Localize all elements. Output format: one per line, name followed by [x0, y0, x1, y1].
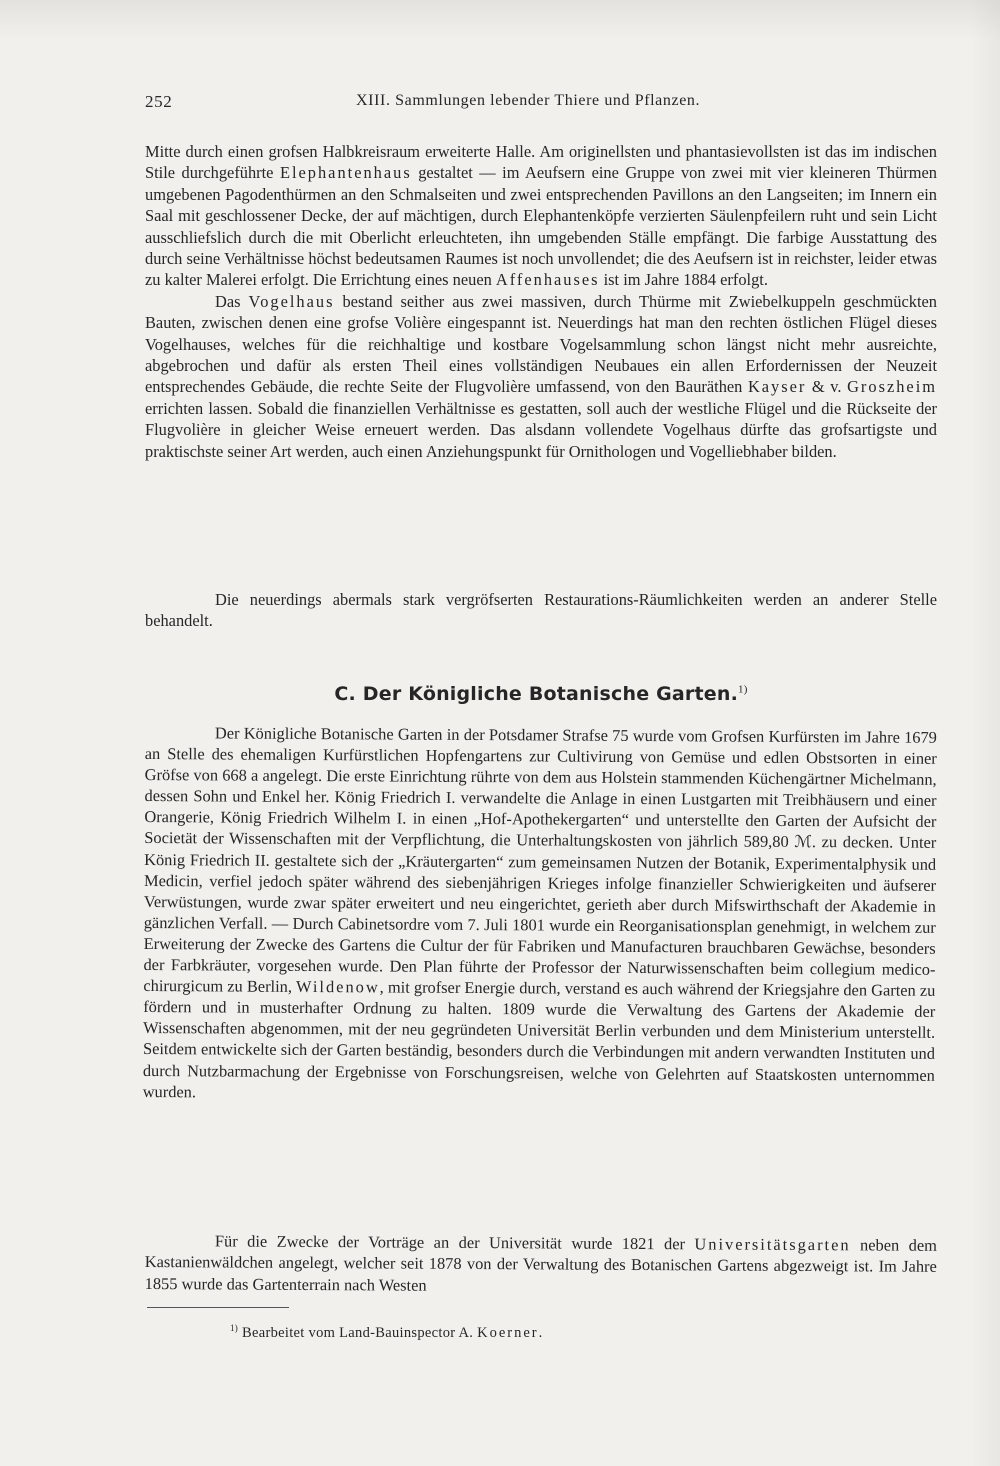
spaced-name: Groszheim	[847, 377, 937, 397]
paragraph-elephant-house: Mitte durch einen grofsen Halbkreisraum erweiterte Halle. Am originellsten und phantasievollsten ist das im indischen Stile durchgeführte Elephantenhaus gestaltet — im Aeufsern eine Gruppe von zwei mit vier kleineren Thürmen umgebenen Pagodenthürmen an den Schmalseiten und zwei entsprechenden Pavillons an den Langseiten; im Innern ein Saal mit geschlossener Decke, der auf mächtigen, durch Elephantenköpfe verzierten Säulenpfeilern ruht und sein Licht ausschliefslich durch die mit Oberlicht erleuchteten, ihn umgebenden Ställe empfängt. Die farbige Ausstattung des durch seine Verhältnisse höchst bedeutsamen Raumes ist noch unvollendet; die des Aeufsern ist in reichster, leider etwas zu kalter Malerei erfolgt. Die Errichtung eines neuen Affenhauses ist im Jahre 1884 erfolgt.	[145, 142, 937, 290]
spaced-name: Kayser	[747, 377, 807, 397]
section-heading: C. Der Königliche Botanische Garten.$^{1)}$	[334, 683, 748, 705]
spaced-name: Wildenow	[296, 977, 380, 997]
paragraph-university-garden: Für die Zwecke der Vorträge an der Universität wurde 1821 der Universitätsgarten neben dem Kastanienwäldchen angelegt, welcher seit 1878 von der Verwaltung des Botanischen Gartens abgezweigt ist. Im Jahre 1855 wurde das Gartenterrain nach Westen	[144, 1231, 937, 1295]
spaced-term: Affenhauses	[495, 270, 600, 290]
spaced-term: Vogelhaus	[248, 291, 335, 311]
text-block-zoo	[145, 141, 937, 462]
text-block-restaurant	[145, 589, 937, 632]
footnote-reference: 1)	[738, 683, 748, 696]
footnote-divider	[147, 1307, 289, 1308]
spaced-name: Koerner	[477, 1324, 539, 1341]
paragraph-botanical-history: Der Königliche Botanische Garten in der Potsdamer Strafse 75 wurde vom Grofsen Kurfürsten im Jahre 1679 an Stelle des ehemaligen Kurfürstlichen Hopfengartens zur Cultivirung von Gemüse und edlen Obstsorten in einer Gröfse von 668 a angelegt. Die erste Einrichtung rührte von dem aus Holstein stammenden Küchengärtner Michelmann, dessen Sohn und Enkel her. König Friedrich I. verwandelte die Anlage in einen Lustgarten mit Treibhäusern und einer Orangerie, König Friedrich Wilhelm I. in einen „Hof-Apothekergarten“ und unterstellte den Garten der Aufsicht der Societät der Wissenschaften mit der Verpflichtung, die Unterhaltungskosten von jährlich 589,80 ℳ. zu decken. Unter König Friedrich II. gestaltete sich der „Kräutergarten“ zum gemeinsamen Nutzen der Botanik, Experimentalphysik und Medicin, verfiel jedoch später während des siebenjährigen Krieges infolge finanzieller Schwierigkeiten und äufserer Verwüstungen, wurde zwar später erweitert und neu eingerichtet, gerieth aber durch Mifswirthschaft der Akademie in gänzlichen Verfall. — Durch Cabinetsordre vom 7. Juli 1801 wurde ein Reorganisationsplan genehmigt, in welchem zur Erweiterung der Zwecke des Gartens die Cultur der für Fabriken und Manufacturen brauchbaren Gewächse, besonders der Farbkräuter, vorgesehen wurde. Den Plan führte der Professor der Naturwissenschaften beim collegium medico-chirurgicum zu Berlin, Wildenow, mit grofser Energie durch, verstand es auch während der Kriegsjahre den Garten zu fördern und in musterhafter Ordnung zu halten. 1809 wurde die Verwaltung des Gartens der Akademie der Wissenschaften abgenommen, mit der neu gegründeten Universität Berlin verbunden und dem Ministerium unterstellt. Seitdem entwickelte sich der Garten beständig, besonders durch die Verbindungen mit andern verwandten Instituten und durch Nutzbarmachung der Ergebnisse von Forschungsreisen, welche von Gelehrten auf Staatskosten unternommen wurden.	[142, 723, 937, 1101]
paragraph-bird-house: Das Vogelhaus bestand seither aus zwei massiven, durch Thürme mit Zwiebelkuppeln geschmückten Bauten, zwischen denen eine grofse Volière eingespannt ist. Neuerdings hat man den rechten östlichen Flügel dieses Vogelhauses, welches für die reichhaltige und kostbare Vogelsammlung schon längst nicht mehr ausreichte, abgebrochen und dafür als ersten Theil eines vollständigen Neubaues ein allen Erfordernissen der Neuzeit entsprechendes Gebäude, die rechte Seite der Flugvolière umfassend, von den Bauräthen Kayser & v. Groszheim errichten lassen. Sobald die finanziellen Verhältnisse es gestatten, soll auch der westliche Flügel und die Rückseite der Flugvolière in gleicher Weise erneuert werden. Das alsdann vollendete Vogelhaus dürfte das grofsartigste und praktischste seiner Art werden, auch einen Anziehungspunkt für Ornithologen und Vogelliebhaber bilden.	[145, 291, 937, 461]
spaced-term: Elephantenhaus	[279, 163, 412, 183]
spaced-term: Universitätsgarten	[694, 1234, 851, 1255]
text-block-university-garden	[145, 1230, 937, 1299]
text-block-botanical-history	[143, 722, 937, 1107]
footnote: $^{1)}$ Bearbeitet vom Land-Bauinspector A. Koerner.	[230, 1323, 543, 1341]
page-number: 252	[145, 92, 173, 111]
footnote-marker: 1)	[230, 1323, 239, 1333]
paragraph-restaurant: Die neuerdings abermals stark vergröfserten Restaurations-Räumlichkeiten werden an anderer Stelle behandelt.	[145, 590, 937, 631]
running-title: XIII. Sammlungen lebender Thiere und Pflanzen.	[356, 92, 701, 109]
